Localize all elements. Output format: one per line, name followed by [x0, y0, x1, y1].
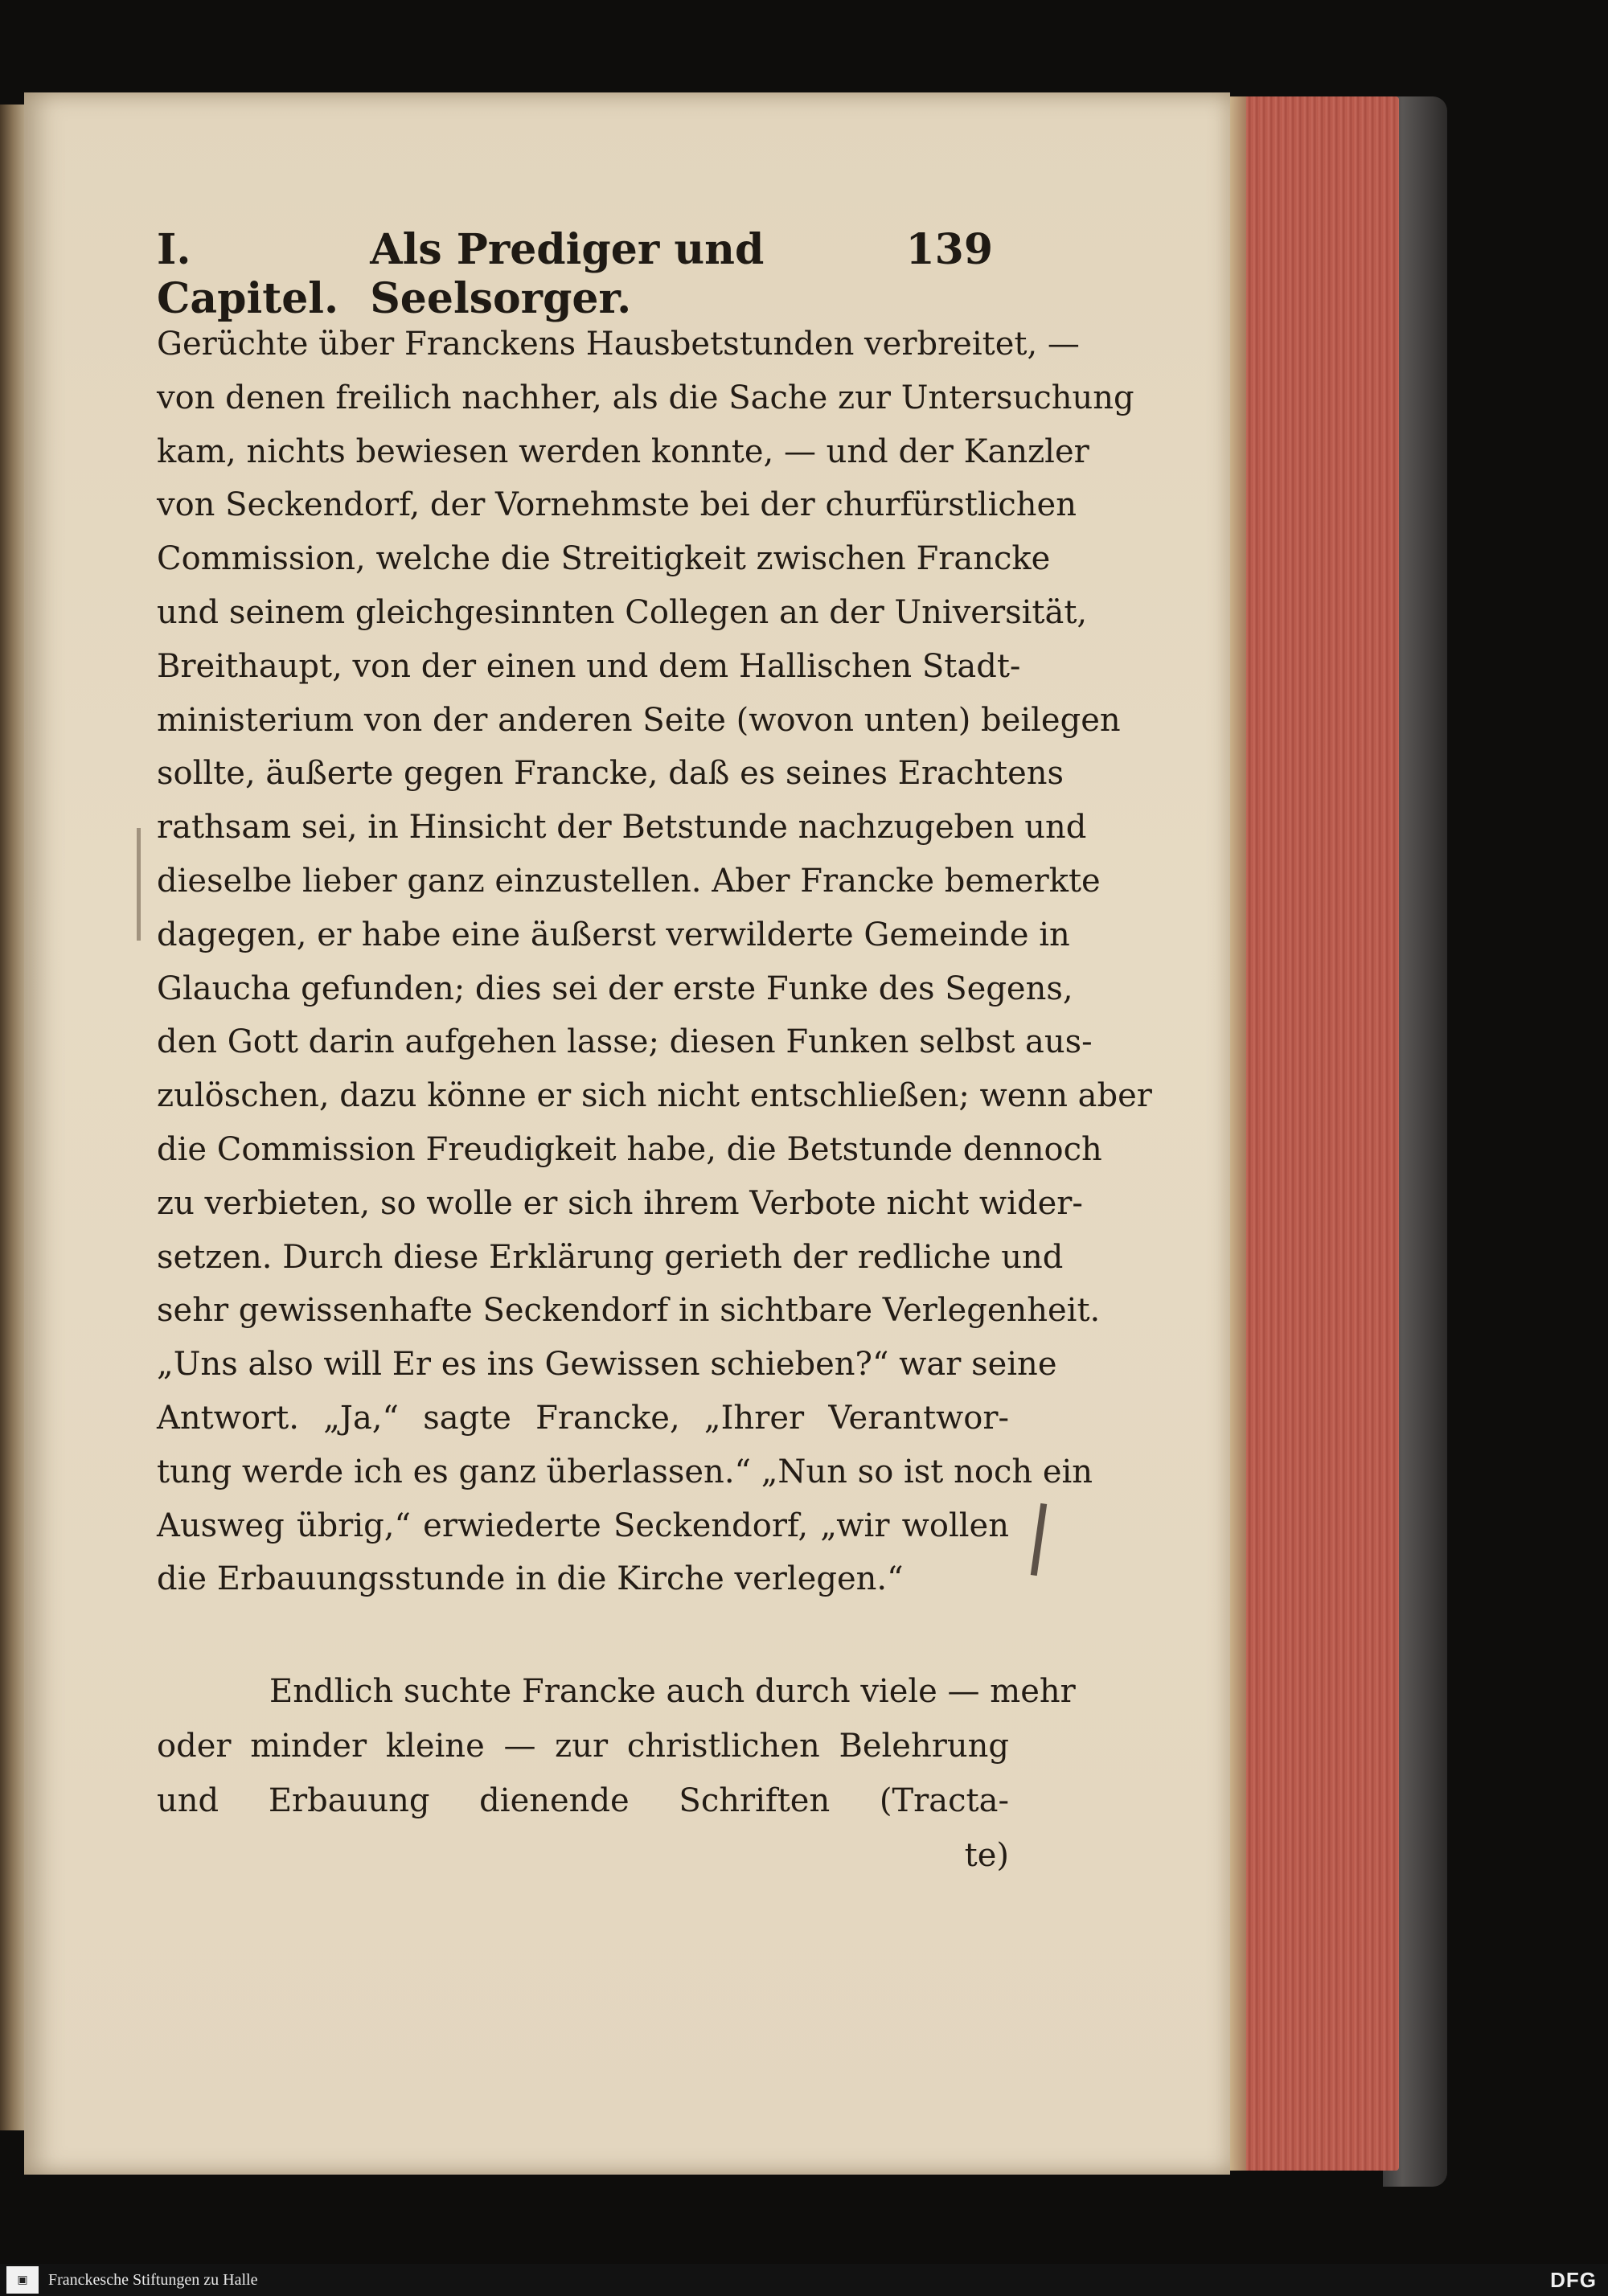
- page-title: Als Prediger und Seelsorger.: [370, 225, 765, 323]
- text-line: die Commission Freudigkeit habe, die Betstunde dennoch: [157, 1130, 1102, 1168]
- catchword: te): [964, 1837, 1009, 1874]
- page-edges: [1230, 96, 1399, 2171]
- paragraph-2: [157, 1664, 1076, 1883]
- text-line: zu verbieten, so wolle er sich ihrem Verbote nicht wider-: [157, 1184, 1083, 1222]
- text-line: ministerium von der anderen Seite (wovon unten) beilegen: [157, 701, 1121, 739]
- text-line: sollte, äußerte gegen Francke, daß es seines Erachtens: [157, 755, 1064, 793]
- text-line: Endlich suchte Francke auch durch viele — mehr: [269, 1673, 1076, 1710]
- text-line: zulöschen, dazu könne er sich nicht entschließen; wenn aber: [157, 1077, 1152, 1115]
- pencil-margin-mark: [137, 828, 141, 941]
- text-line: Glaucha gefunden; dies sei der erste Funke des Segens,: [157, 970, 1073, 1007]
- text-line: von denen freilich nachher, als die Sache zur Untersuchung: [157, 379, 1134, 416]
- text-line: kam, nichts bewiesen werden konnte, — und der Kanzler: [157, 433, 1089, 470]
- text-line: Gerüchte über Franckens Hausbetstunden verbreitet, —: [157, 326, 1080, 363]
- text-line: und seinem gleichgesinnten Collegen an der Universität,: [157, 593, 1088, 631]
- viewer-footer: [0, 2264, 1608, 2296]
- text-line: „Uns also will Er es ins Gewissen schieben?“ war seine: [157, 1346, 1057, 1384]
- institution-label: Franckesche Stiftungen zu Halle: [48, 2270, 258, 2289]
- text-line: und Erbauung dienende Schriften (Tracta-: [157, 1782, 1009, 1819]
- text-line: die Erbauungsstunde in die Kirche verlegen.“: [157, 1560, 904, 1598]
- text-line: tung werde ich es ganz überlassen.“ „Nun so ist noch ein: [157, 1453, 1093, 1490]
- running-header: [157, 225, 993, 323]
- text-line: setzen. Durch diese Erklärung gerieth der redliche und: [157, 1238, 1064, 1276]
- text-line: Antwort. „Ja,“ sagte Francke, „Ihrer Verantwor-: [157, 1399, 1009, 1437]
- text-line: dieselbe lieber ganz einzustellen. Aber Francke bemerkte: [157, 862, 1101, 900]
- institution-logo-icon: ▣: [6, 2266, 39, 2294]
- text-line: Ausweg übrig,“ erwiederte Seckendorf, „wir wollen: [157, 1507, 1009, 1544]
- text-line: sehr gewissenhafte Seckendorf in sichtbare Verlegenheit.: [157, 1292, 1101, 1330]
- text-line: rathsam sei, in Hinsicht der Betstunde nachzugeben und: [157, 809, 1087, 847]
- text-line: den Gott darin aufgehen lasse; diesen Funken selbst aus-: [157, 1023, 1093, 1061]
- page-number: 139: [905, 225, 993, 274]
- text-line: Commission, welche die Streitigkeit zwischen Francke: [157, 540, 1051, 578]
- text-line: oder minder kleine — zur christlichen Belehrung: [157, 1728, 1009, 1765]
- text-line: von Seckendorf, der Vornehmste bei der churfürstlichen: [157, 486, 1077, 524]
- text-line: Breithaupt, von der einen und dem Hallischen Stadt-: [157, 647, 1021, 685]
- funder-logo: DFG: [1550, 2267, 1597, 2292]
- chapter-label: I. Capitel.: [157, 225, 339, 323]
- text-line: dagegen, er habe eine äußerst verwilderte Gemeinde in: [157, 916, 1070, 953]
- paragraph-1: [157, 318, 1152, 1606]
